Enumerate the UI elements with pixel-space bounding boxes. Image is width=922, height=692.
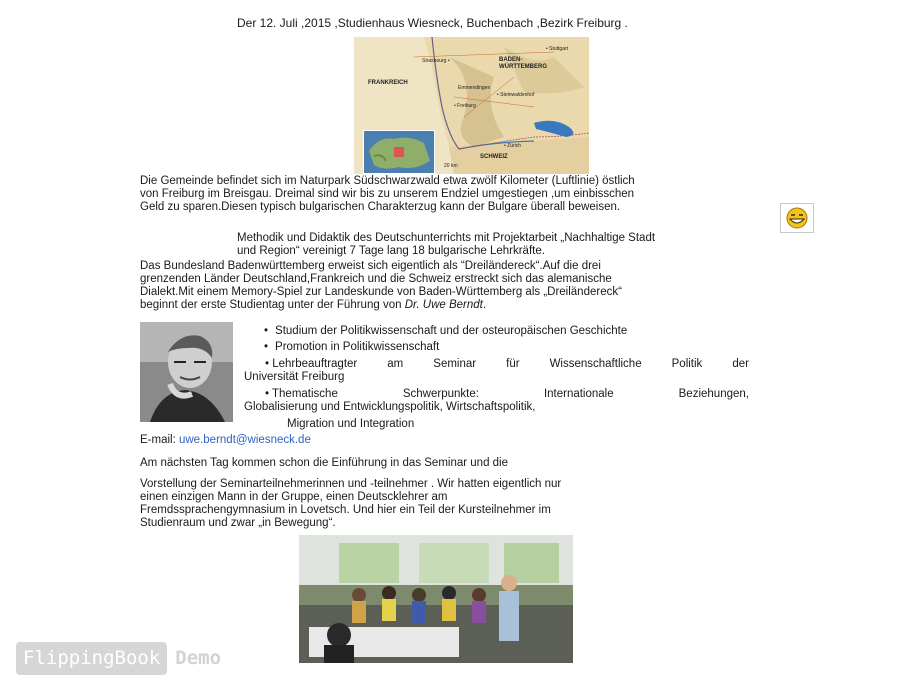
bio-item-lecturer-cont: Universität Freiburg [244,371,345,383]
map-label-wurttemberg: WÜRTTEMBERG [499,64,547,70]
method-line: Methodik und Didaktik des Deutschunterrichts mit Projektarbeit „Nachhaltige Stadt [237,232,656,244]
watermark-demo: Demo [175,647,222,669]
map-label-steinwaldenhof: • Steinwaldenhof [497,92,535,98]
intro-line: Die Gemeinde befindet sich im Naturpark Südschwarzwald etwa zwölf Kilometer (Luftlinie) östlich [140,175,635,187]
bio-item-study: • Studium der Politikwissenschaft und der osteuropäischen Geschichte [264,325,627,338]
page-title: Der 12. Juli ,2015 ,Studienhaus Wiesneck, Buchenbach ,Bezirk Freiburg . [237,16,628,30]
region-map [354,37,589,174]
method-line: und Region“ vereinigt 7 Tage lang 18 bulgarische Lehrkräfte. [237,245,545,257]
map-label-stuttgart: • Stuttgart [546,46,569,52]
intro-paragraph [140,175,635,214]
email-link[interactable]: uwe.berndt@wiesneck.de [178,434,311,446]
map-label-strasbourg: Strasbourg • [422,58,450,64]
land-line-last: beginnt der erste Studientag unter der Führung von Dr. Uwe Berndt. [140,299,487,311]
watermark-brand: FlippingBook [16,642,167,675]
intro-line: von Freiburg im Breisgau. Dreimal sind wir bis zu unserem Endziel umgestiegen ,um einbisschen [140,188,635,200]
europe-inset-map [363,130,435,174]
map-label-schweiz: SCHWEIZ [480,154,508,160]
next-line: einen einzigen Mann in der Gruppe, einen Deutscklehrer am [140,491,448,503]
land-line: grenzenden Länder Deutschland,Frankreich und die Schweiz erstreckt sich das alemanische [140,273,612,285]
land-line: Das Bundesland Badenwürttemberg erweist sich eigentlich als “Dreiländereck“.Auf die drei [140,260,601,272]
next-line: Studienraum und zwar „in Bewegung“. [140,517,336,529]
lecturer-name: Dr. Uwe Berndt [404,299,483,311]
bio-item-focus: • Thematische Schwerpunkte: Internationale Beziehungen, [265,388,749,400]
next-day-intro: Am nächsten Tag kommen schon die Einführung in das Seminar und die [140,457,509,469]
laughing-emoji-icon [780,203,814,233]
bio-item-promotion: • Promotion in Politikwissenschaft [264,341,439,354]
next-day-paragraph [140,478,561,530]
next-line: Vorstellung der Seminarteilnehmerinnen und -teilnehmer . Wir hatten eigentlich nur [140,478,562,490]
map-label-emmendingen: Emmendingen [458,85,491,91]
intro-line: Geld zu sparen.Diesen typisch bulgarischen Charakterzug kann der Bulgare überall beweisen. [140,201,621,213]
map-scale: 20 km [444,163,458,169]
map-label-zurich: • Zürich [504,143,522,149]
map-label-baden: BADEN- [499,57,523,63]
flippingbook-watermark [16,642,221,675]
classroom-photo [299,535,573,663]
map-label-freiburg: • Freiburg [454,103,476,109]
bio-item-lecturer: • Lehrbeauftragter am Seminar für Wissenschaftliche Politik der [265,358,749,370]
bio-item-focus-cont2: Migration und Integration [287,418,415,430]
land-line: Dialekt.Mit einem Memory-Spiel zur Landeskunde von Baden-Württemberg als „Dreiländereck“ [140,286,622,298]
next-line: Fremdssprachengymnasium in Lovetsch. Und hier ein Teil der Kursteilnehmer im [140,504,551,516]
land-paragraph [140,260,622,312]
bio-item-focus-cont: Globalisierung und Entwicklungspolitik, Wirtschaftspolitik, [244,401,536,413]
method-paragraph [237,232,655,258]
map-label-frankreich: FRANKREICH [368,80,408,86]
contact-line: E-mail: uwe.berndt@wiesneck.de [140,434,311,446]
lecturer-photo [140,322,233,422]
